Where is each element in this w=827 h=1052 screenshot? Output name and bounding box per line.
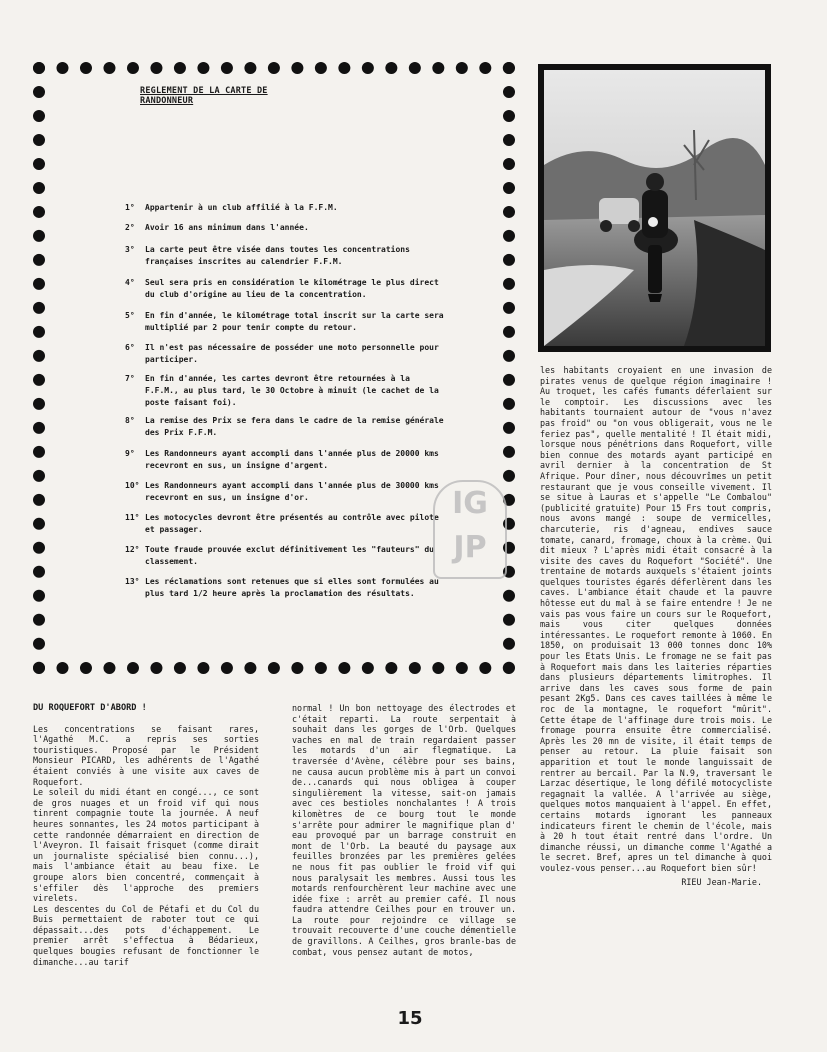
rules-title: REGLEMENT DE LA CARTE DE RANDONNEUR (140, 86, 268, 106)
rule-item: 9° Les Randonneurs ayant accompli dans l'année plus de 20000 kms recevront en sus, un insigne d'argent. (125, 449, 439, 470)
motorcycle-photo (538, 64, 771, 352)
article-signature: RIEU Jean-Marie. (681, 876, 762, 887)
article-paragraph: les habitants croyaient en une invasion de pirates venus de quelque région imaginaire ! Au troquet, les cafés fumants déferlaient sur le comptoir. Les discussions avec les habitants tournaient autour de "vous n'avez pas froid" ou "on vous obligerait, vous ne le feriez pas", quelle mentalité ! Il était midi, lorsque nous pénétrions dans Roquefort, ville bien connue des motards ayant participé en avril dernier à la concentration de St Afrique. Pour dîner, nous découvrîmes un petit restaurant que je vous conseille vivement. Il se situe à Lauras et s'appelle "Le Combalou" (publicité gratuite) Pour 15 Frs tout compris, nous avons mangé : soupe de vermicelles, charcuterie, ris d'agneau, endives sauce tomate, canard, fromage, choux à la crème. Qui dit mieux ? L'après midi était consacré à la visite des caves du Roquefort "Société". Une trentaine de motards auxquels s'étaient joints quelques touristes égarés déferlèrent dans les caves. L'ambiance était chaude et la pauvre hôtesse eut du mal à se faire entendre ! Je ne vais pas vous faire un cours sur le Roquefort, mais vous citer quelques données intéressantes. Le roquefort remonte à 1060. En 1850, on produisait 13 000 tonnes donc 10% pour les Etats Unis. Le fromage ne se fait pas à Roquefort mais dans les laiteries réparties dans plusieurs départements limitrophes. Il arrive dans les caves sous forme de pain pesant 2Kg5. Dans ces caves taillées à même le roc de la montagne, le roquefort "mûrit". Cette étape de l'affinage dure trois mois. Le fromage pourra ensuite être commercialisé. Après les 20 mn de visite, il était temps de penser au retour. La pluie faisait son apparition et tout le monde languissait de rentrer au bercail. Par la N.9, traversant le Larzac désertique, le long défilé motocycliste regagnait la vallée. A l'arrivée au siège, quelques motos manquaient à l'appel. En effet, certains motards ignorant les panneaux indicateurs firent le chemin de l'école, mais à 20 h tout était rentré dans l'ordre. Un dimanche réussi, un dimanche comme l'Agathé a le secret. Bref, apres un tel dimanche à quoi voulez-vous penser...au Roquefort bien sûr! (540, 365, 772, 873)
rule-item: 2° Avoir 16 ans minimum dans l'année. (125, 223, 309, 232)
article-paragraph: normal ! Un bon nettoyage des électrodes et c'était reparti. La route serpentait à souhait dans les gorges de l'Orb. Quelques vaches en mal de train regardaient passer les motards d'un air flegmatique. La traversée d'Avène, célèbre pour ses bains, ne causa aucun problème mis à part un convoi de...canards qui nous obligea à couper singulièrement la vitesse, sait-on jamais avec ces bestioles nonchalantes ! A trois kilomètres de ce bourg tout le monde s'arrête pour admirer le magnifique plan d' eau provoqué par un barrage construit en mont de l'Orb. La beauté du paysage aux feuilles bronzées par les premières gelées ne nous fit pas oublier le froid vif qui nous paralysait les membres. Aussi tous les motards renfourchèrent leur machine avec une idée fixe : arrêt au premier café. Il nous faudra attendre Ceilhes pour en trouver un. La route pour rejoindre ce village se trouvait recouverte d'une couche démentielle de gravillons. A Ceilhes, gros branle-bas de combat, vous pensez autant de motos, (292, 703, 516, 957)
rule-item: 11° Les motocycles devront être présentés au contrôle avec pilote et passager. (125, 513, 439, 534)
rule-item: 4° Seul sera pris en considération le kilométrage le plus direct du club d'origine au lieu de la concentration. (125, 278, 439, 299)
rule-item: 5° En fin d'année, le kilométrage total inscrit sur la carte sera multiplié par 2 pour tenir compte du retour. (125, 311, 444, 332)
article-heading: DU ROQUEFORT D'ABORD ! (33, 703, 147, 713)
rule-item: 8° La remise des Prix se fera dans le cadre de la remise générale des Prix F.F.M. (125, 416, 444, 437)
article-column-middle (292, 703, 516, 957)
article-paragraph: Les descentes du Col de Pétafi et du Col du Buis permettaient de raboter tout ce qui dépassait...des pots d'échappement. Le premier arrêt s'effectua à Bédarieux, quelques bougies refusant de fonctionner le dimanche...au tarif (33, 903, 259, 967)
rule-item: 10° Les Randonneurs ayant accompli dans l'année plus de 30000 kms recevront en sus, un insigne d'or. (125, 481, 439, 502)
rule-item: 12° Toute fraude prouvée exclut définitivement les "fauteurs" du classement. (125, 545, 434, 566)
article-paragraph: Le soleil du midi étant en congé..., ce sont de gros nuages et un froid vif qui nous tinrent compagnie toute la journée. A neuf heures sonnantes, les 24 motos participant à cette randonnée démarraient en direction de l'Aveyron. Il faisait frisquet (comme dirait un journaliste spécialisé bien connu...), mais l'ambiance était au beau fixe. Le groupe alors bien concentré, commençait à s'effiler dès l'approche des premiers virelets. (33, 787, 259, 904)
rule-item: 1° Appartenir à un club affilié à la F.F.M. (125, 203, 338, 212)
motorcycle-photo-image (544, 70, 765, 346)
club-logo-watermark: IG JP (433, 480, 507, 579)
article-column-right (540, 365, 772, 887)
page-number: 15 (397, 1008, 423, 1029)
article-paragraph: Les concentrations se faisant rares, l'Agathé M.C. a repris ses sorties touristiques. Proposé par le Président Monsieur PICARD, les adhérents de l'Agathé étaient conviés à une visite aux caves de Roquefort. (33, 723, 259, 787)
rule-item: 6° Il n'est pas nécessaire de posséder une moto personnelle pour participer. (125, 343, 439, 364)
rule-item: 7° En fin d'année, les cartes devront être retournées à la F.F.M., au plus tard, le 30 Octobre à minuit (le cachet de la poste faisant foi). (125, 374, 439, 407)
article-column-left (33, 703, 259, 967)
rule-item: 3° La carte peut être visée dans toutes les concentrations françaises inscrites au calendrier F.F.M. (125, 245, 410, 266)
rule-item: 13° Les réclamations sont retenues que si elles sont formulées au plus tard 1/2 heure après la proclamation des résultats. (125, 577, 439, 598)
